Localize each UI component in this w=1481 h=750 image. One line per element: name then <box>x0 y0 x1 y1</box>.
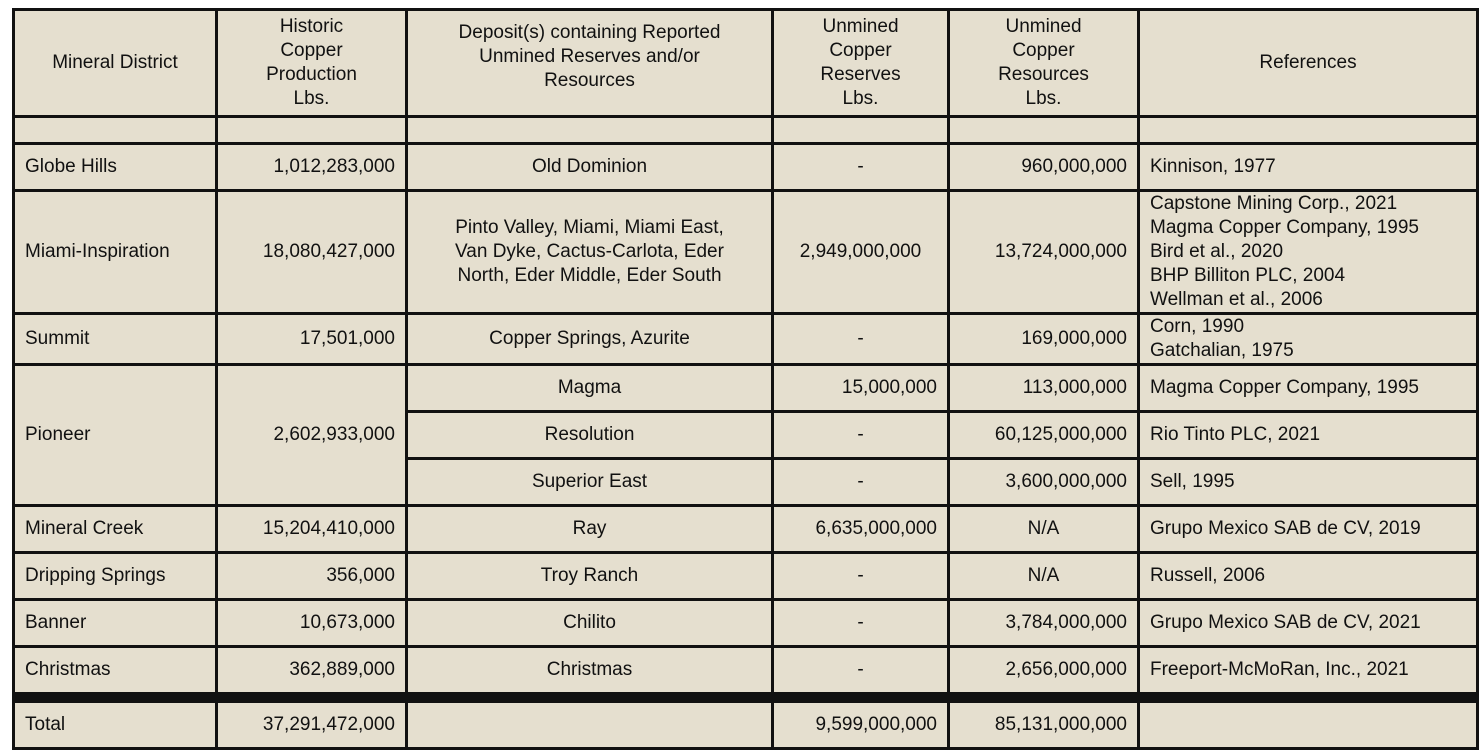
reserves-cell: - <box>773 412 949 459</box>
copper-table-container <box>12 8 1476 750</box>
district-cell: Mineral Creek <box>14 506 217 553</box>
reserves-cell: - <box>773 459 949 506</box>
deposit-cell: Chilito <box>407 600 773 647</box>
district-cell: Christmas <box>14 647 217 694</box>
total-production: 37,291,472,000 <box>217 702 407 749</box>
header-line: Copper <box>829 40 892 61</box>
reference-line: Gatchalian, 1975 <box>1150 340 1294 361</box>
copper-production-table <box>12 8 1479 750</box>
resources-cell: 3,784,000,000 <box>949 600 1139 647</box>
resources-cell: N/A <box>949 506 1139 553</box>
total-label: Total <box>14 702 217 749</box>
resources-cell: 3,600,000,000 <box>949 459 1139 506</box>
header-line: Historic <box>279 16 344 37</box>
references-cell: Grupo Mexico SAB de CV, 2021 <box>1139 600 1478 647</box>
production-cell: 356,000 <box>217 553 407 600</box>
deposit-cell <box>407 191 773 314</box>
deposit-cell: Resolution <box>407 412 773 459</box>
resources-cell: 60,125,000,000 <box>949 412 1139 459</box>
header-historic-production <box>217 10 407 117</box>
reserves-cell: 2,949,000,000 <box>773 191 949 314</box>
references-cell: Russell, 2006 <box>1139 553 1478 600</box>
district-cell: Pioneer <box>14 365 217 506</box>
deposit-line: Van Dyke, Cactus-Carlota, Eder <box>455 241 724 262</box>
header-line: Lbs. <box>293 88 330 109</box>
total-divider <box>14 694 1478 702</box>
reference-line: BHP Billiton PLC, 2004 <box>1150 265 1346 286</box>
reserves-cell: - <box>773 647 949 694</box>
deposit-line: Pinto Valley, Miami, Miami East, <box>455 217 724 238</box>
header-line: Lbs. <box>1025 88 1062 109</box>
reserves-cell: 15,000,000 <box>773 365 949 412</box>
table-row-miami-inspiration <box>14 191 1478 314</box>
production-cell: 10,673,000 <box>217 600 407 647</box>
table-row-dripping-springs <box>14 553 1478 600</box>
production-cell: 362,889,000 <box>217 647 407 694</box>
deposit-cell: Troy Ranch <box>407 553 773 600</box>
table-row-globe-hills <box>14 144 1478 191</box>
header-line: Resources <box>544 70 635 91</box>
references-cell: Magma Copper Company, 1995 <box>1139 365 1478 412</box>
production-cell: 18,080,427,000 <box>217 191 407 314</box>
deposit-cell: Ray <box>407 506 773 553</box>
district-cell: Miami-Inspiration <box>14 191 217 314</box>
header-references: References <box>1139 10 1478 117</box>
reference-line: Wellman et al., 2006 <box>1150 289 1323 310</box>
references-cell: Sell, 1995 <box>1139 459 1478 506</box>
table-cell <box>1139 117 1478 144</box>
district-cell: Globe Hills <box>14 144 217 191</box>
total-deposit <box>407 702 773 749</box>
resources-cell: 13,724,000,000 <box>949 191 1139 314</box>
reserves-cell: 6,635,000,000 <box>773 506 949 553</box>
deposit-cell: Superior East <box>407 459 773 506</box>
resources-cell: 2,656,000,000 <box>949 647 1139 694</box>
header-line: Deposit(s) containing Reported <box>458 22 721 43</box>
reserves-cell: - <box>773 144 949 191</box>
deposit-cell: Magma <box>407 365 773 412</box>
reference-line: Corn, 1990 <box>1150 316 1245 337</box>
table-row-summit <box>14 314 1478 365</box>
header-line: Reserves <box>820 64 901 85</box>
total-references <box>1139 702 1478 749</box>
references-cell <box>1139 191 1478 314</box>
references-cell: Kinnison, 1977 <box>1139 144 1478 191</box>
resources-cell: 960,000,000 <box>949 144 1139 191</box>
table-cell <box>14 117 217 144</box>
header-line: Lbs. <box>842 88 879 109</box>
spacer-row <box>14 117 1478 144</box>
production-cell: 15,204,410,000 <box>217 506 407 553</box>
table-cell <box>407 117 773 144</box>
reserves-cell: - <box>773 553 949 600</box>
table-row-banner <box>14 600 1478 647</box>
district-cell: Dripping Springs <box>14 553 217 600</box>
deposit-line: North, Eder Middle, Eder South <box>457 265 722 286</box>
header-deposits <box>407 10 773 117</box>
header-line: Unmined <box>1005 16 1082 37</box>
table-cell <box>949 117 1139 144</box>
header-line: Production <box>266 64 357 85</box>
table-cell <box>773 117 949 144</box>
header-line: Copper <box>280 40 343 61</box>
total-resources: 85,131,000,000 <box>949 702 1139 749</box>
district-cell: Banner <box>14 600 217 647</box>
district-cell: Summit <box>14 314 217 365</box>
table-row-mineral-creek <box>14 506 1478 553</box>
references-cell: Freeport-McMoRan, Inc., 2021 <box>1139 647 1478 694</box>
header-unmined-reserves <box>773 10 949 117</box>
reference-line: Capstone Mining Corp., 2021 <box>1150 193 1398 214</box>
resources-cell: 113,000,000 <box>949 365 1139 412</box>
table-row-christmas <box>14 647 1478 694</box>
reserves-cell: - <box>773 314 949 365</box>
reference-line: Bird et al., 2020 <box>1150 241 1284 262</box>
header-line: Unmined <box>822 16 899 37</box>
references-cell: Rio Tinto PLC, 2021 <box>1139 412 1478 459</box>
resources-cell: N/A <box>949 553 1139 600</box>
reserves-cell: - <box>773 600 949 647</box>
header-unmined-resources <box>949 10 1139 117</box>
references-cell <box>1139 314 1478 365</box>
table-cell <box>217 117 407 144</box>
header-line: Resources <box>998 64 1089 85</box>
header-line: Unmined Reserves and/or <box>479 46 700 67</box>
table-row-pioneer-magma <box>14 365 1478 412</box>
deposit-cell: Christmas <box>407 647 773 694</box>
header-mineral-district: Mineral District <box>14 10 217 117</box>
production-cell: 17,501,000 <box>217 314 407 365</box>
references-cell: Grupo Mexico SAB de CV, 2019 <box>1139 506 1478 553</box>
production-cell: 2,602,933,000 <box>217 365 407 506</box>
production-cell: 1,012,283,000 <box>217 144 407 191</box>
resources-cell: 169,000,000 <box>949 314 1139 365</box>
divider-cell <box>14 694 1478 702</box>
header-row <box>14 10 1478 117</box>
reference-line: Magma Copper Company, 1995 <box>1150 217 1419 238</box>
deposit-cell: Copper Springs, Azurite <box>407 314 773 365</box>
deposit-cell: Old Dominion <box>407 144 773 191</box>
header-line: Copper <box>1012 40 1075 61</box>
table-row-total <box>14 702 1478 749</box>
total-reserves: 9,599,000,000 <box>773 702 949 749</box>
